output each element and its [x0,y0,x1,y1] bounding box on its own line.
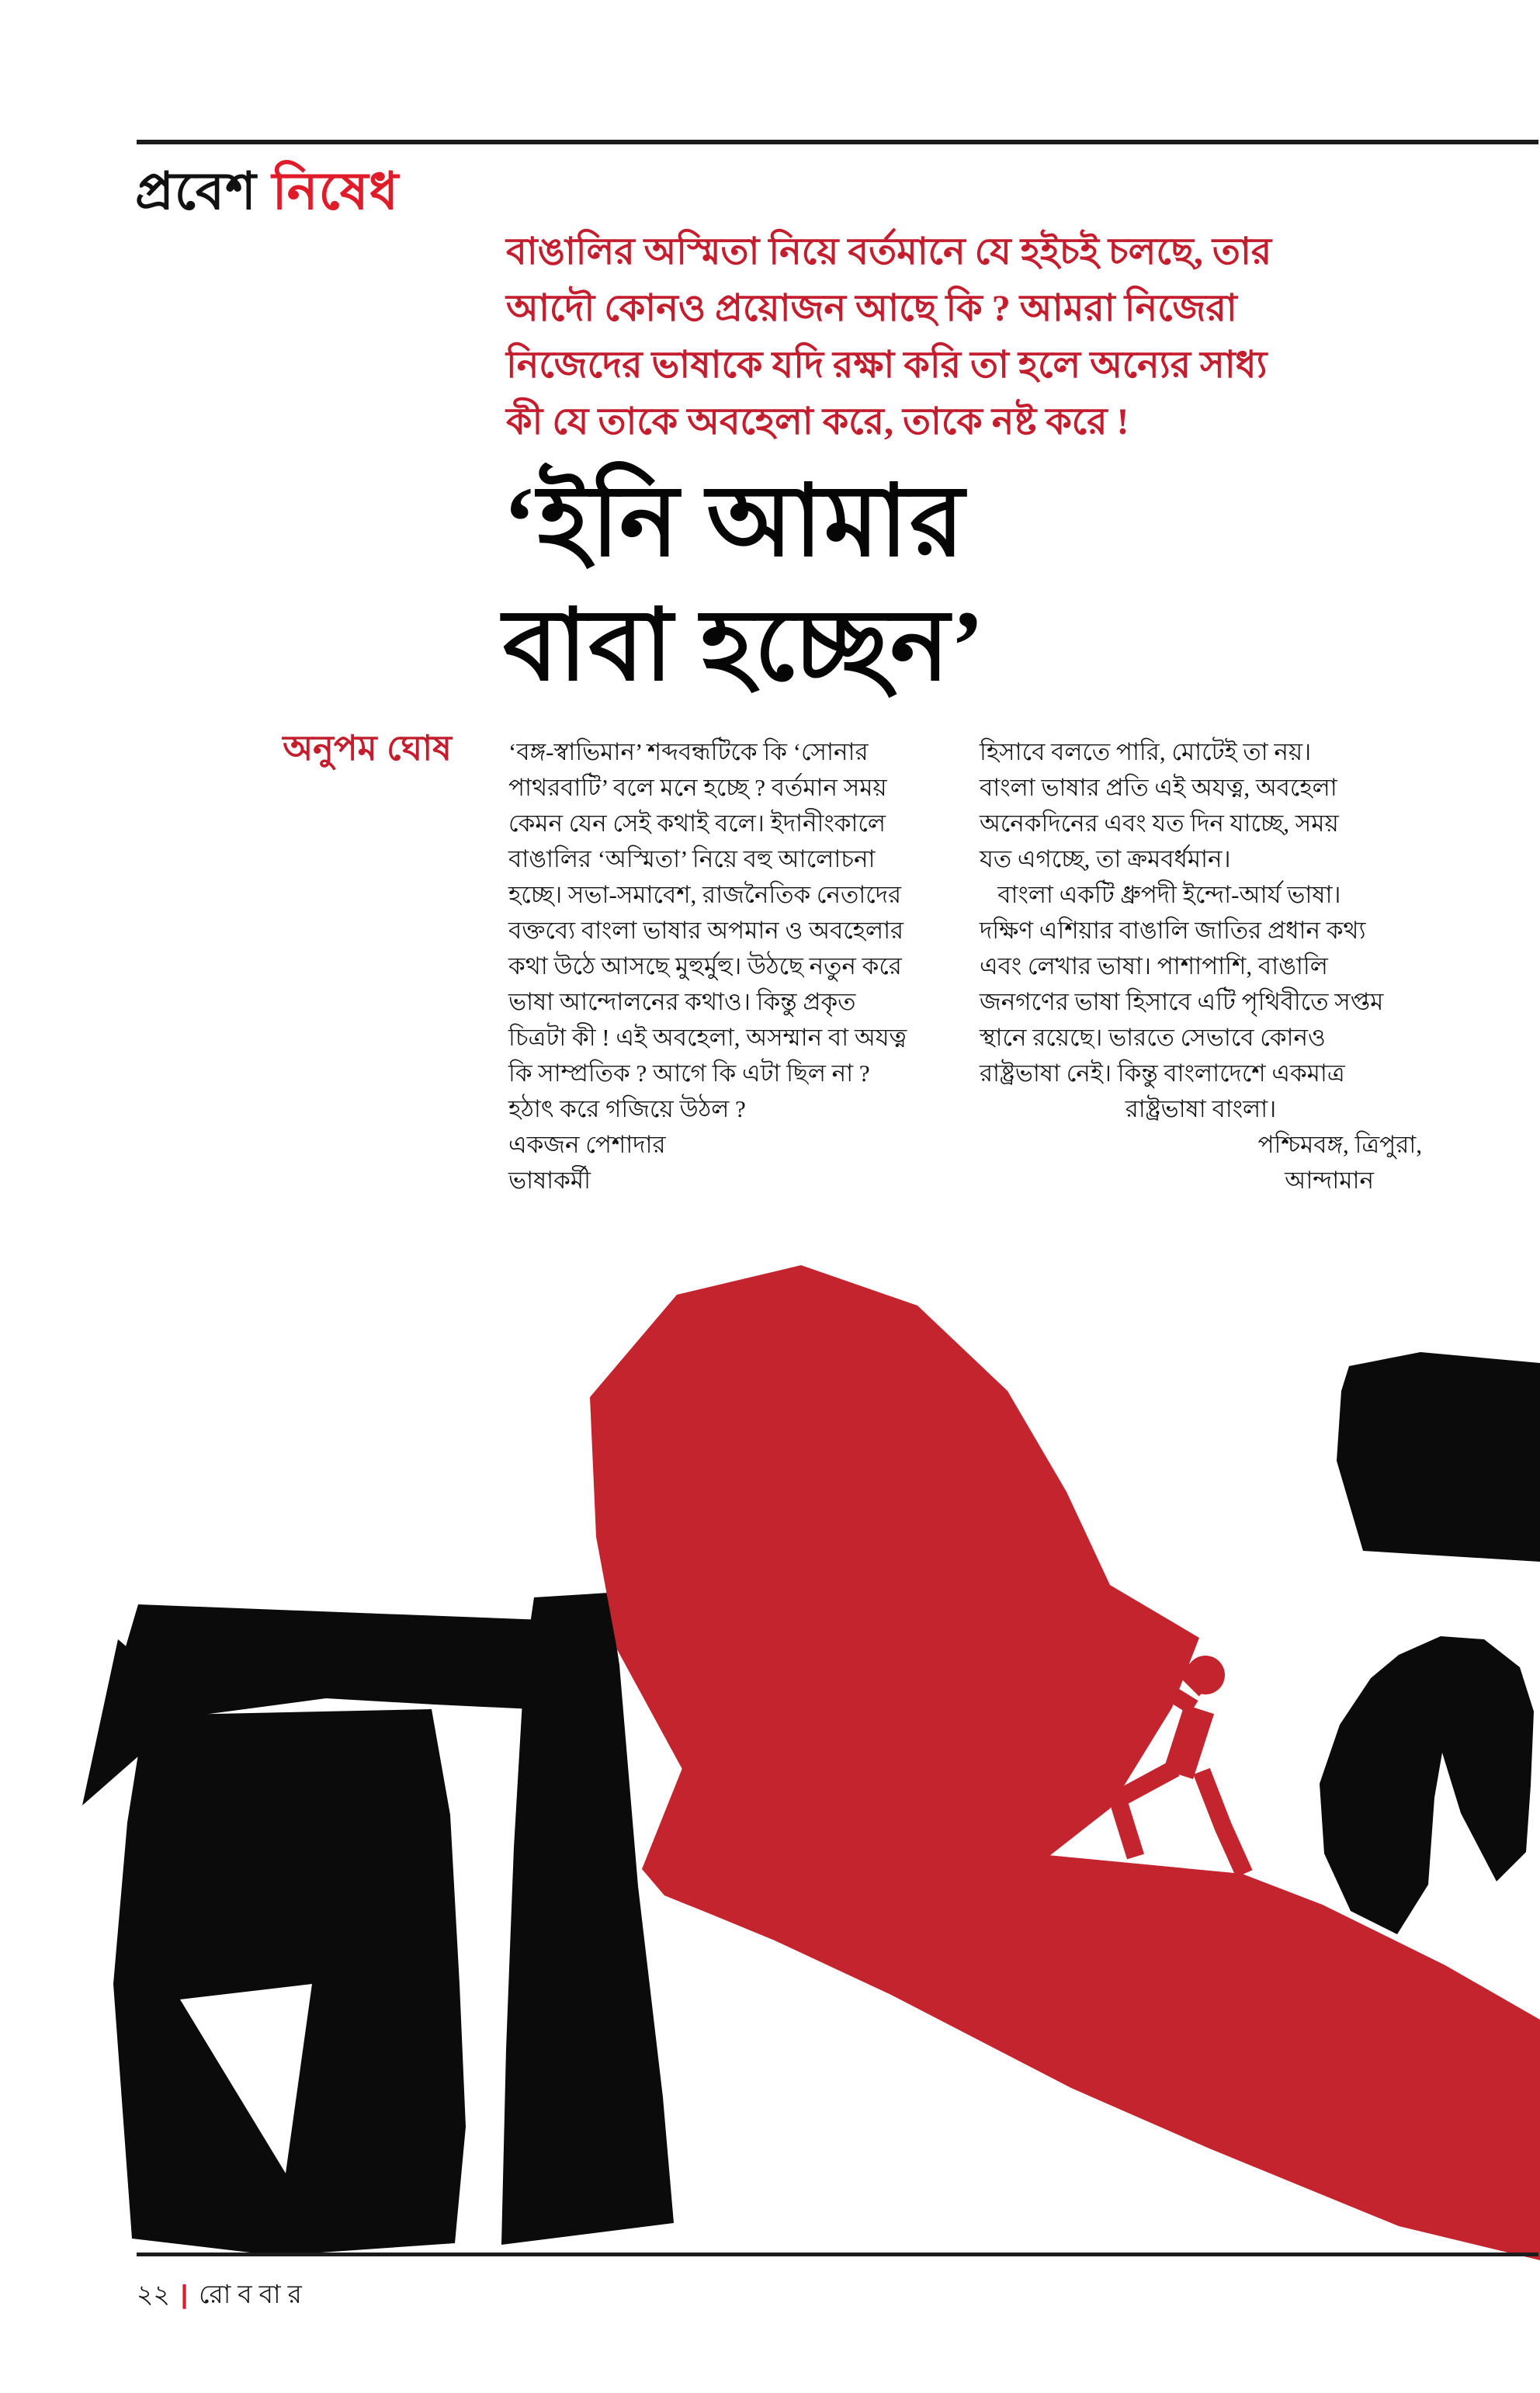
slope-band-shape [642,1717,1540,2260]
standfirst [506,224,1422,450]
figure-leg-front [1202,1771,1244,1874]
pushing-figure [1118,1656,1244,1874]
footer-separator: | [180,2280,189,2308]
text-line: চিত্রটা কী ! এই অবহেলা, অসম্মান বা অযত্ন [508,1024,907,1051]
body-column-1 [508,734,940,1198]
text-line: বাংলা ভাষার প্রতি এই অযত্ন, অবহেলা [980,774,1337,801]
text-line: অনেকদিনের এবং যত দিন যাচ্ছে, সময় [980,810,1339,837]
text-line: আদৌ কোনও প্রয়োজন আছে কি ? আমরা নিজেরা [506,288,1237,329]
text-line: ভাষা আন্দোলনের কথাও। কিন্তু প্রকৃত [508,988,856,1015]
figure-torso [1178,1709,1199,1774]
page-footer [137,2274,835,2318]
headline [503,460,1512,708]
top-rule [137,140,1538,144]
text-line: এবং লেখার ভাষা। পাশাপাশি, বাঙালি [980,952,1328,980]
magazine-name: রোববার [199,2280,309,2308]
text-line: জনগণের ভাষা হিসাবে এটি পৃথিবীতে সপ্তম [980,988,1384,1015]
figure-arm-lower [1141,1675,1194,1708]
figure-leg-back [1118,1768,1175,1857]
boulder-shape [590,1265,1199,1900]
text-line: যত এগচ্ছে, তা ক্রমবর্ধমান। [980,845,1231,872]
text-line: কথা উঠে আসছে মুহুর্মুহু। উঠছে নতুন করে [508,952,902,980]
text-line: ভাষাকর্মী [508,1167,591,1194]
byline: অনুপম ঘোষ [283,728,452,768]
body-column-2 [980,734,1422,1198]
text-line: বাবা হচ্ছেন’ [503,591,986,701]
boulder-lower-lobe [617,1649,838,1894]
figure-arm-upper [1171,1656,1205,1691]
text-line: বাঙালির অস্মিতা নিয়ে বর্তমানে যে হইচই চলছে, তার [506,231,1272,272]
section-label-red: নিষেধ [272,162,400,220]
letter-ba-left-shape [82,1593,674,2256]
text-line: রাষ্ট্রভাষা নেই। কিন্তু বাংলাদেশে একমাত্র [980,1060,1345,1087]
text-line: একজন পেশাদার [508,1131,666,1158]
text-line: বাঙালির ‘অস্মিতা’ নিয়ে বহু আলোচনা [508,845,876,872]
letter-fragment-right-shape [1320,1352,1540,1934]
text-line: কেমন যেন সেই কথাই বলে। ইদানীংকালে [508,810,886,837]
text-line: হিসাবে বলতে পারি, মোটেই তা নয়। [980,738,1312,765]
text-line: নিজেদের ভাষাকে যদি রক্ষা করি তা হলে অন্যের সাধ্য [506,345,1268,386]
text-line: কি সাম্প্রতিক ? আগে কি এটা ছিল না ? [508,1060,870,1087]
text-line: দক্ষিণ এশিয়ার বাঙালি জাতির প্রধান কথ্য [980,917,1366,944]
text-line: রাষ্ট্রভাষা বাংলা। [1125,1095,1277,1122]
text-line: হঠাৎ করে গজিয়ে উঠল ? [508,1095,746,1122]
text-line: ‘ইনি আমার [503,466,966,577]
page-number: ২২ [137,2280,170,2308]
text-line: বক্তব্যে বাংলা ভাষার অপমান ও অবহেলার [508,917,904,944]
section-label [135,152,399,238]
text-line: আন্দামান [1285,1167,1374,1194]
text-line: হচ্ছে। সভা-সমাবেশ, রাজনৈতিক নেতাদের [508,881,902,908]
text-line: কী যে তাকে অবহেলা করে, তাকে নষ্ট করে ! [506,401,1129,442]
text-line: পশ্চিমবঙ্গ, ত্রিপুরা, [1257,1131,1422,1158]
section-label-black: প্রবেশ [135,162,272,220]
figure-head [1186,1656,1225,1694]
footer-rule [137,2253,1538,2256]
text-line: ‘বঙ্গ-স্বাভিমান’ শব্দবন্ধটিকে কি ‘সোনার [508,738,869,765]
text-line: স্থানে রয়েছে। ভারতে সেভাবে কোনও [980,1024,1326,1051]
text-line: পাথরবাটি’ বলে মনে হচ্ছে ? বর্তমান সময় [508,774,887,801]
text-line: বাংলা একটি ধ্রুপদী ইন্দো-আর্য ভাষা। [980,881,1341,908]
